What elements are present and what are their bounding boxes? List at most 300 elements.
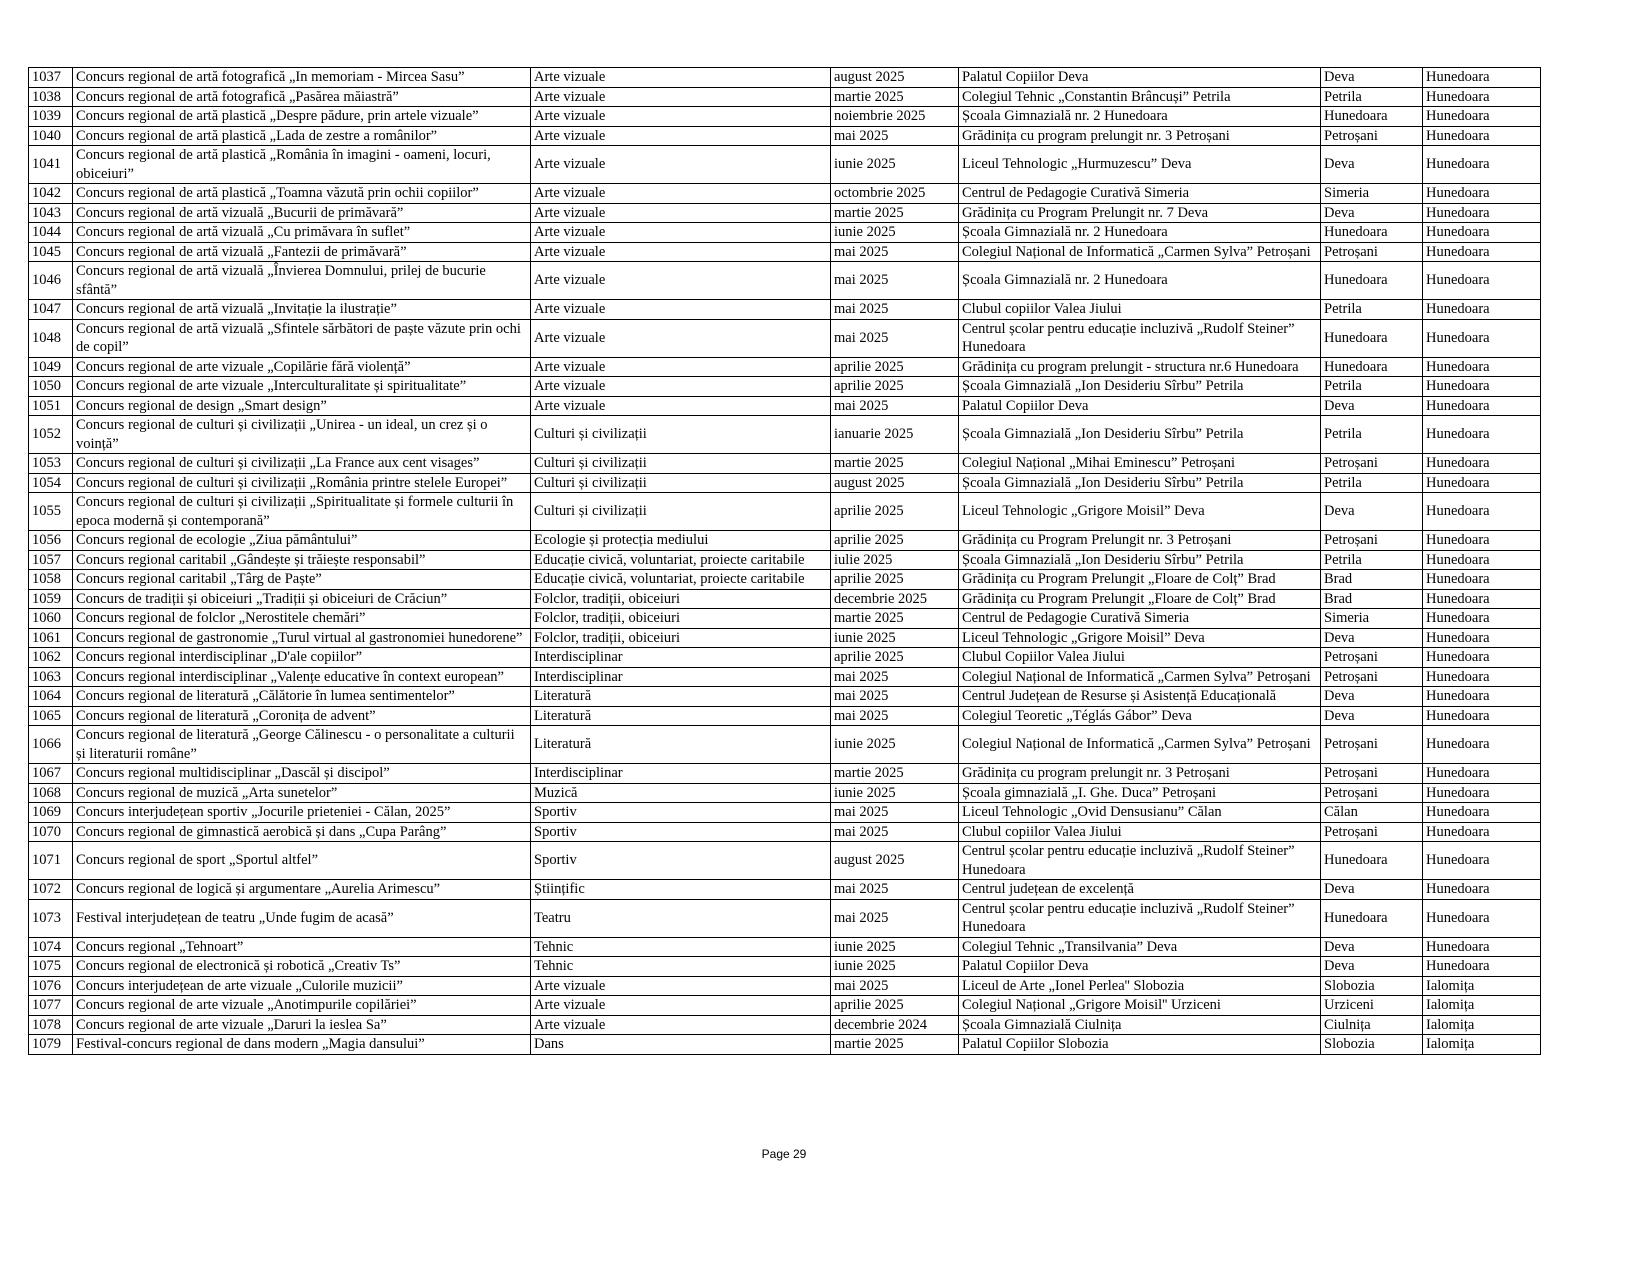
table-row [29, 377, 1541, 397]
cell-date: iunie 2025 [831, 783, 959, 803]
cell-organizer: Grădinița cu Program Prelungit „Floare de Colț” Brad [959, 589, 1321, 609]
cell-city: Hunedoara [1321, 899, 1423, 937]
cell-name: Concurs de tradiții și obiceiuri „Tradiții și obiceiuri de Crăciun” [73, 589, 531, 609]
cell-organizer: Școala Gimnazială „Ion Desideriu Sîrbu” Petrila [959, 473, 1321, 493]
table-row [29, 976, 1541, 996]
cell-id: 1047 [29, 300, 73, 320]
cell-category: Folclor, tradiții, obiceiuri [531, 628, 831, 648]
cell-category: Arte vizuale [531, 262, 831, 300]
cell-name: Concurs regional de artă vizuală „Bucurii de primăvară” [73, 203, 531, 223]
cell-city: Petroșani [1321, 783, 1423, 803]
cell-id: 1063 [29, 667, 73, 687]
cell-city: Deva [1321, 937, 1423, 957]
cell-category: Interdisciplinar [531, 648, 831, 668]
cell-id: 1055 [29, 493, 73, 531]
cell-organizer: Colegiul Național de Informatică „Carmen Sylva” Petroșani [959, 242, 1321, 262]
cell-id: 1074 [29, 937, 73, 957]
cell-organizer: Centrul de Pedagogie Curativă Simeria [959, 609, 1321, 629]
table-row [29, 764, 1541, 784]
cell-organizer: Colegiul Teoretic „Téglás Gábor” Deva [959, 706, 1321, 726]
cell-county: Hunedoara [1423, 706, 1541, 726]
table-row [29, 628, 1541, 648]
table-row [29, 454, 1541, 474]
cell-id: 1078 [29, 1015, 73, 1035]
cell-category: Arte vizuale [531, 996, 831, 1016]
cell-name: Concurs regional de artă plastică „Lada de zestre a românilor” [73, 126, 531, 146]
cell-date: martie 2025 [831, 1035, 959, 1055]
cell-id: 1050 [29, 377, 73, 397]
cell-city: Deva [1321, 146, 1423, 184]
cell-county: Hunedoara [1423, 687, 1541, 707]
table-row [29, 223, 1541, 243]
cell-name: Concurs regional de arte vizuale „Interculturalitate și spiritualitate” [73, 377, 531, 397]
cell-county: Hunedoara [1423, 899, 1541, 937]
cell-date: aprilie 2025 [831, 648, 959, 668]
cell-organizer: Colegiul Tehnic „Constantin Brâncuși” Petrila [959, 87, 1321, 107]
cell-category: Arte vizuale [531, 223, 831, 243]
cell-category: Culturi și civilizații [531, 473, 831, 493]
cell-city: Petroșani [1321, 667, 1423, 687]
table-row [29, 87, 1541, 107]
cell-county: Hunedoara [1423, 223, 1541, 243]
cell-date: august 2025 [831, 68, 959, 88]
cell-county: Hunedoara [1423, 416, 1541, 454]
table-row [29, 357, 1541, 377]
cell-county: Hunedoara [1423, 783, 1541, 803]
cell-organizer: Palatul Copiilor Deva [959, 68, 1321, 88]
cell-id: 1069 [29, 803, 73, 823]
cell-county: Hunedoara [1423, 550, 1541, 570]
cell-id: 1065 [29, 706, 73, 726]
cell-date: mai 2025 [831, 822, 959, 842]
table-row [29, 842, 1541, 880]
cell-organizer: Centrul școlar pentru educație incluzivă „Rudolf Steiner” Hunedoara [959, 842, 1321, 880]
cell-category: Arte vizuale [531, 396, 831, 416]
cell-city: Simeria [1321, 184, 1423, 204]
cell-county: Hunedoara [1423, 764, 1541, 784]
cell-category: Sportiv [531, 803, 831, 823]
cell-city: Petrila [1321, 473, 1423, 493]
cell-name: Concurs interjudețean de arte vizuale „Culorile muzicii” [73, 976, 531, 996]
cell-category: Culturi și civilizații [531, 493, 831, 531]
table-row [29, 531, 1541, 551]
cell-date: mai 2025 [831, 880, 959, 900]
cell-organizer: Liceul de Arte „Ionel Perlea'' Slobozia [959, 976, 1321, 996]
cell-city: Urziceni [1321, 996, 1423, 1016]
cell-organizer: Școala Gimnazială nr. 2 Hunedoara [959, 107, 1321, 127]
cell-id: 1058 [29, 570, 73, 590]
cell-id: 1068 [29, 783, 73, 803]
cell-county: Hunedoara [1423, 300, 1541, 320]
cell-city: Deva [1321, 687, 1423, 707]
cell-organizer: Clubul copiilor Valea Jiului [959, 300, 1321, 320]
cell-date: aprilie 2025 [831, 493, 959, 531]
cell-date: aprilie 2025 [831, 357, 959, 377]
cell-date: mai 2025 [831, 976, 959, 996]
cell-county: Ialomița [1423, 1035, 1541, 1055]
cell-organizer: Palatul Copiilor Slobozia [959, 1035, 1321, 1055]
cell-date: mai 2025 [831, 262, 959, 300]
cell-organizer: Clubul Copiilor Valea Jiului [959, 648, 1321, 668]
cell-id: 1042 [29, 184, 73, 204]
cell-city: Hunedoara [1321, 223, 1423, 243]
cell-county: Ialomița [1423, 996, 1541, 1016]
cell-organizer: Clubul copiilor Valea Jiului [959, 822, 1321, 842]
cell-category: Arte vizuale [531, 184, 831, 204]
cell-category: Culturi și civilizații [531, 454, 831, 474]
cell-organizer: Colegiul Național de Informatică „Carmen Sylva” Petroșani [959, 726, 1321, 764]
cell-city: Petroșani [1321, 531, 1423, 551]
table-row [29, 667, 1541, 687]
table-row [29, 396, 1541, 416]
cell-id: 1060 [29, 609, 73, 629]
cell-county: Hunedoara [1423, 957, 1541, 977]
cell-county: Hunedoara [1423, 87, 1541, 107]
cell-name: Concurs regional de artă fotografică „Pasărea măiastră” [73, 87, 531, 107]
cell-name: Concurs regional caritabil „Târg de Paște” [73, 570, 531, 590]
cell-category: Muzică [531, 783, 831, 803]
cell-category: Arte vizuale [531, 107, 831, 127]
table-row [29, 242, 1541, 262]
cell-date: august 2025 [831, 473, 959, 493]
cell-county: Hunedoara [1423, 648, 1541, 668]
cell-category: Educație civică, voluntariat, proiecte caritabile [531, 550, 831, 570]
cell-date: mai 2025 [831, 126, 959, 146]
cell-name: Concurs regional de muzică „Arta sunetelor” [73, 783, 531, 803]
cell-city: Deva [1321, 957, 1423, 977]
cell-organizer: Grădinița cu program prelungit nr. 3 Petroșani [959, 764, 1321, 784]
cell-organizer: Grădinița cu Program Prelungit „Floare de Colț” Brad [959, 570, 1321, 590]
cell-date: martie 2025 [831, 764, 959, 784]
cell-city: Deva [1321, 396, 1423, 416]
cell-county: Hunedoara [1423, 880, 1541, 900]
cell-organizer: Școala Gimnazială Ciulnița [959, 1015, 1321, 1035]
cell-category: Folclor, tradiții, obiceiuri [531, 589, 831, 609]
cell-id: 1076 [29, 976, 73, 996]
cell-date: mai 2025 [831, 396, 959, 416]
cell-id: 1072 [29, 880, 73, 900]
cell-name: Concurs regional de artă vizuală „Fantezii de primăvară” [73, 242, 531, 262]
cell-organizer: Școala gimnazială „I. Ghe. Duca” Petroșani [959, 783, 1321, 803]
cell-date: mai 2025 [831, 242, 959, 262]
cell-county: Hunedoara [1423, 726, 1541, 764]
cell-name: Concurs regional de artă vizuală „Învierea Domnului, prilej de bucurie sfântă” [73, 262, 531, 300]
cell-name: Concurs regional de culturi și civilizații „La France aux cent visages” [73, 454, 531, 474]
cell-id: 1070 [29, 822, 73, 842]
cell-name: Concurs regional de literatură „George Călinescu - o personalitate a culturii și literaturii române” [73, 726, 531, 764]
cell-name: Concurs regional de gastronomie „Turul virtual al gastronomiei hunedorene” [73, 628, 531, 648]
document-page [28, 67, 1540, 1055]
cell-city: Hunedoara [1321, 107, 1423, 127]
cell-date: iunie 2025 [831, 146, 959, 184]
cell-county: Hunedoara [1423, 589, 1541, 609]
cell-name: Concurs regional de gimnastică aerobică și dans „Cupa Parâng” [73, 822, 531, 842]
cell-city: Hunedoara [1321, 357, 1423, 377]
cell-county: Hunedoara [1423, 107, 1541, 127]
cell-organizer: Grădinița cu program prelungit nr. 3 Petroșani [959, 126, 1321, 146]
cell-organizer: Palatul Copiilor Deva [959, 957, 1321, 977]
cell-id: 1077 [29, 996, 73, 1016]
table-row [29, 1015, 1541, 1035]
cell-date: martie 2025 [831, 609, 959, 629]
cell-county: Hunedoara [1423, 68, 1541, 88]
contest-table-body [29, 68, 1541, 1055]
cell-category: Literatură [531, 726, 831, 764]
table-row [29, 126, 1541, 146]
cell-name: Concurs regional de culturi și civilizații „Unirea - un ideal, un crez și o voință” [73, 416, 531, 454]
cell-category: Ecologie și protecția mediului [531, 531, 831, 551]
cell-county: Hunedoara [1423, 473, 1541, 493]
cell-organizer: Colegiul Național de Informatică „Carmen Sylva” Petroșani [959, 667, 1321, 687]
cell-name: Concurs regional interdisciplinar „D'ale copiilor” [73, 648, 531, 668]
table-row [29, 937, 1541, 957]
cell-organizer: Școala Gimnazială nr. 2 Hunedoara [959, 262, 1321, 300]
cell-date: iunie 2025 [831, 937, 959, 957]
cell-county: Hunedoara [1423, 667, 1541, 687]
cell-county: Hunedoara [1423, 203, 1541, 223]
cell-date: mai 2025 [831, 300, 959, 320]
table-row [29, 706, 1541, 726]
cell-city: Ciulnița [1321, 1015, 1423, 1035]
cell-date: iunie 2025 [831, 223, 959, 243]
table-row [29, 262, 1541, 300]
cell-city: Slobozia [1321, 976, 1423, 996]
cell-organizer: Centrul Județean de Resurse și Asistență Educațională [959, 687, 1321, 707]
table-row [29, 899, 1541, 937]
cell-name: Concurs regional de artă plastică „Toamna văzută prin ochii copiilor” [73, 184, 531, 204]
cell-organizer: Școala Gimnazială nr. 2 Hunedoara [959, 223, 1321, 243]
cell-county: Ialomița [1423, 976, 1541, 996]
cell-category: Interdisciplinar [531, 764, 831, 784]
cell-city: Deva [1321, 493, 1423, 531]
cell-name: Festival interjudețean de teatru „Unde fugim de acasă” [73, 899, 531, 937]
cell-county: Hunedoara [1423, 493, 1541, 531]
cell-category: Literatură [531, 687, 831, 707]
cell-city: Deva [1321, 68, 1423, 88]
cell-name: Concurs regional de logică și argumentare „Aurelia Arimescu” [73, 880, 531, 900]
cell-date: decembrie 2025 [831, 589, 959, 609]
cell-county: Hunedoara [1423, 803, 1541, 823]
cell-county: Hunedoara [1423, 842, 1541, 880]
cell-city: Hunedoara [1321, 319, 1423, 357]
cell-name: Concurs regional de design „Smart design” [73, 396, 531, 416]
cell-organizer: Centrul de Pedagogie Curativă Simeria [959, 184, 1321, 204]
table-row [29, 687, 1541, 707]
cell-category: Arte vizuale [531, 242, 831, 262]
cell-organizer: Școala Gimnazială „Ion Desideriu Sîrbu” Petrila [959, 377, 1321, 397]
cell-category: Arte vizuale [531, 976, 831, 996]
cell-organizer: Palatul Copiilor Deva [959, 396, 1321, 416]
cell-county: Hunedoara [1423, 184, 1541, 204]
table-row [29, 648, 1541, 668]
cell-county: Hunedoara [1423, 396, 1541, 416]
table-row [29, 996, 1541, 1016]
cell-city: Petroșani [1321, 454, 1423, 474]
cell-city: Petrila [1321, 550, 1423, 570]
cell-date: iunie 2025 [831, 628, 959, 648]
cell-date: martie 2025 [831, 454, 959, 474]
table-row [29, 957, 1541, 977]
cell-city: Hunedoara [1321, 842, 1423, 880]
cell-id: 1075 [29, 957, 73, 977]
cell-date: mai 2025 [831, 706, 959, 726]
cell-id: 1064 [29, 687, 73, 707]
cell-date: august 2025 [831, 842, 959, 880]
table-row [29, 822, 1541, 842]
cell-name: Concurs regional de arte vizuale „Anotimpurile copilăriei” [73, 996, 531, 1016]
cell-date: aprilie 2025 [831, 531, 959, 551]
cell-id: 1057 [29, 550, 73, 570]
table-row [29, 146, 1541, 184]
cell-name: Concurs regional multidisciplinar „Dascăl și discipol” [73, 764, 531, 784]
cell-city: Petroșani [1321, 242, 1423, 262]
cell-id: 1067 [29, 764, 73, 784]
cell-city: Hunedoara [1321, 262, 1423, 300]
cell-organizer: Grădinița cu Program Prelungit nr. 7 Deva [959, 203, 1321, 223]
table-row [29, 473, 1541, 493]
cell-date: mai 2025 [831, 319, 959, 357]
cell-organizer: Școala Gimnazială „Ion Desideriu Sîrbu” Petrila [959, 550, 1321, 570]
cell-organizer: Colegiul Național „Grigore Moisil'' Urziceni [959, 996, 1321, 1016]
cell-date: iunie 2025 [831, 957, 959, 977]
cell-name: Concurs interjudețean sportiv „Jocurile prieteniei - Călan, 2025” [73, 803, 531, 823]
cell-city: Petrila [1321, 87, 1423, 107]
cell-county: Hunedoara [1423, 937, 1541, 957]
cell-organizer: Centrul județean de excelență [959, 880, 1321, 900]
cell-county: Hunedoara [1423, 822, 1541, 842]
table-row [29, 68, 1541, 88]
cell-category: Culturi și civilizații [531, 416, 831, 454]
contest-table [28, 67, 1541, 1055]
cell-name: Concurs regional de artă plastică „Despre pădure, prin artele vizuale” [73, 107, 531, 127]
cell-id: 1041 [29, 146, 73, 184]
cell-category: Tehnic [531, 937, 831, 957]
table-row [29, 726, 1541, 764]
table-row [29, 609, 1541, 629]
cell-category: Arte vizuale [531, 87, 831, 107]
cell-id: 1056 [29, 531, 73, 551]
cell-name: Concurs regional de artă vizuală „Cu primăvara în suflet” [73, 223, 531, 243]
cell-name: Concurs regional de arte vizuale „Copilărie fără violență” [73, 357, 531, 377]
cell-name: Concurs regional de artă fotografică „In memoriam - Mircea Sasu” [73, 68, 531, 88]
cell-date: iulie 2025 [831, 550, 959, 570]
cell-county: Hunedoara [1423, 262, 1541, 300]
cell-date: mai 2025 [831, 687, 959, 707]
cell-id: 1073 [29, 899, 73, 937]
table-row [29, 416, 1541, 454]
table-row [29, 803, 1541, 823]
cell-id: 1048 [29, 319, 73, 357]
cell-id: 1059 [29, 589, 73, 609]
cell-category: Tehnic [531, 957, 831, 977]
cell-county: Hunedoara [1423, 454, 1541, 474]
cell-city: Simeria [1321, 609, 1423, 629]
cell-date: noiembrie 2025 [831, 107, 959, 127]
cell-category: Literatură [531, 706, 831, 726]
cell-city: Deva [1321, 706, 1423, 726]
cell-category: Educație civică, voluntariat, proiecte caritabile [531, 570, 831, 590]
table-row [29, 184, 1541, 204]
cell-id: 1051 [29, 396, 73, 416]
cell-category: Arte vizuale [531, 68, 831, 88]
cell-name: Concurs regional de arte vizuale „Daruri la ieslea Sa” [73, 1015, 531, 1035]
cell-name: Concurs regional de artă plastică „România în imagini - oameni, locuri, obiceiuri” [73, 146, 531, 184]
cell-date: martie 2025 [831, 87, 959, 107]
cell-category: Științific [531, 880, 831, 900]
cell-id: 1046 [29, 262, 73, 300]
cell-category: Teatru [531, 899, 831, 937]
cell-city: Petroșani [1321, 726, 1423, 764]
cell-date: mai 2025 [831, 899, 959, 937]
cell-id: 1039 [29, 107, 73, 127]
page-number: Page 29 [761, 1147, 807, 1161]
cell-county: Hunedoara [1423, 609, 1541, 629]
cell-name: Concurs regional de literatură „Coronița de advent” [73, 706, 531, 726]
cell-county: Hunedoara [1423, 357, 1541, 377]
cell-city: Slobozia [1321, 1035, 1423, 1055]
cell-organizer: Școala Gimnazială „Ion Desideriu Sîrbu” Petrila [959, 416, 1321, 454]
table-row [29, 493, 1541, 531]
cell-date: iunie 2025 [831, 726, 959, 764]
cell-name: Concurs regional de artă vizuală „Sfintele sărbători de paște văzute prin ochi de copil” [73, 319, 531, 357]
cell-id: 1040 [29, 126, 73, 146]
table-row [29, 319, 1541, 357]
cell-category: Arte vizuale [531, 146, 831, 184]
cell-county: Hunedoara [1423, 242, 1541, 262]
table-row [29, 300, 1541, 320]
cell-name: Concurs regional de literatură „Călătorie în lumea sentimentelor” [73, 687, 531, 707]
cell-organizer: Centrul școlar pentru educație incluzivă „Rudolf Steiner” Hunedoara [959, 899, 1321, 937]
cell-county: Hunedoara [1423, 126, 1541, 146]
table-row [29, 589, 1541, 609]
cell-county: Hunedoara [1423, 531, 1541, 551]
cell-id: 1038 [29, 87, 73, 107]
cell-date: mai 2025 [831, 803, 959, 823]
cell-id: 1037 [29, 68, 73, 88]
cell-id: 1061 [29, 628, 73, 648]
table-row [29, 880, 1541, 900]
cell-organizer: Centrul școlar pentru educație incluzivă „Rudolf Steiner” Hunedoara [959, 319, 1321, 357]
cell-county: Hunedoara [1423, 570, 1541, 590]
cell-organizer: Grădinița cu program prelungit - structura nr.6 Hunedoara [959, 357, 1321, 377]
cell-category: Arte vizuale [531, 126, 831, 146]
cell-organizer: Liceul Tehnologic „Grigore Moisil” Deva [959, 628, 1321, 648]
table-row [29, 1035, 1541, 1055]
cell-county: Hunedoara [1423, 319, 1541, 357]
cell-date: martie 2025 [831, 203, 959, 223]
cell-category: Arte vizuale [531, 319, 831, 357]
cell-name: Festival-concurs regional de dans modern „Magia dansului” [73, 1035, 531, 1055]
cell-date: mai 2025 [831, 667, 959, 687]
cell-id: 1062 [29, 648, 73, 668]
cell-name: Concurs regional de folclor „Nerostitele chemări” [73, 609, 531, 629]
cell-organizer: Liceul Tehnologic „Hurmuzescu” Deva [959, 146, 1321, 184]
cell-city: Petrila [1321, 377, 1423, 397]
cell-id: 1071 [29, 842, 73, 880]
cell-county: Ialomița [1423, 1015, 1541, 1035]
table-row [29, 203, 1541, 223]
cell-id: 1045 [29, 242, 73, 262]
cell-city: Petrila [1321, 416, 1423, 454]
cell-city: Petroșani [1321, 126, 1423, 146]
cell-organizer: Grădinița cu Program Prelungit nr. 3 Petroșani [959, 531, 1321, 551]
cell-city: Deva [1321, 628, 1423, 648]
cell-name: Concurs regional de artă vizuală „Invitație la ilustrație” [73, 300, 531, 320]
cell-city: Petroșani [1321, 648, 1423, 668]
cell-organizer: Liceul Tehnologic „Ovid Densusianu” Călan [959, 803, 1321, 823]
cell-id: 1044 [29, 223, 73, 243]
cell-date: aprilie 2025 [831, 570, 959, 590]
